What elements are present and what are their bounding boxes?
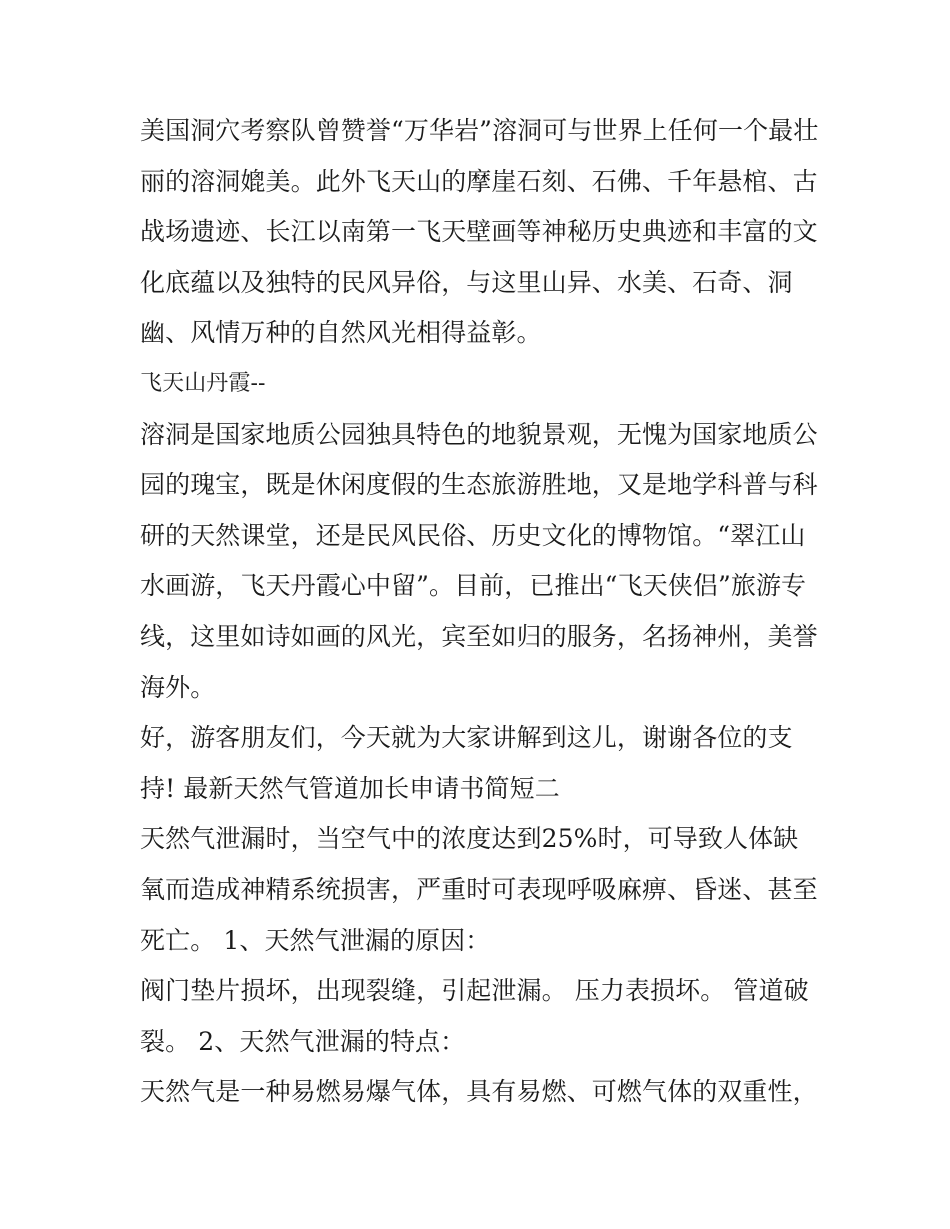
text-line: 线，这里如诗如画的风光，宾至如归的服务，名扬神州，美誉 <box>140 621 818 651</box>
section-heading: 飞天山丹霞-- <box>140 370 266 396</box>
text-line: 海外。 <box>140 672 216 702</box>
text-line: 溶洞是国家地质公园独具特色的地貌景观，无愧为国家地质公 <box>140 419 818 449</box>
text-line: 天然气是一种易燃易爆气体，具有易燃、可燃气体的双重性， <box>140 1077 818 1107</box>
text-line: 研的天然课堂，还是民风民俗、历史文化的博物馆。“翠江山 <box>140 520 806 550</box>
text-line: 幽、风情万种的自然风光相得益彰。 <box>140 318 542 348</box>
text-line: 园的瑰宝，既是休闲度假的生态旅游胜地，又是地学科普与科 <box>140 470 818 500</box>
text-line: 水画游，飞天丹霞心中留”。目前，已推出“飞天侠侣”旅游专 <box>140 571 807 601</box>
text-line: 化底蕴以及独特的民风异俗，与这里山异、水美、石奇、洞 <box>140 267 793 297</box>
text-line: 美国洞穴考察队曾赞誉“万华岩”溶洞可与世界上任何一个最壮 <box>140 116 819 145</box>
text-line: 持! 最新天然气管道加长申请书简短二 <box>140 773 560 803</box>
text-line: 战场遗迹、长江以南第一飞天壁画等神秘历史典迹和丰富的文 <box>140 217 818 247</box>
text-line: 死亡。 1、天然气泄漏的原因： <box>140 925 491 955</box>
text-line: 氧而造成神精系统损害，严重时可表现呼吸麻痹、昏迷、甚至 <box>140 874 818 904</box>
text-line: 丽的溶洞媲美。此外飞天山的摩崖石刻、石佛、千年悬棺、古 <box>140 166 818 196</box>
text-line: 阀门垫片损坏，出现裂缝，引起泄漏。 压力表损坏。 管道破 <box>140 976 809 1006</box>
document-body <box>140 106 820 1118</box>
text-line: 裂。 2、天然气泄漏的特点： <box>140 1026 466 1056</box>
text-line: 天然气泄漏时，当空气中的浓度达到25%时，可导致人体缺 <box>140 824 799 854</box>
text-line: 好，游客朋友们，今天就为大家讲解到这儿，谢谢各位的支 <box>140 723 793 753</box>
